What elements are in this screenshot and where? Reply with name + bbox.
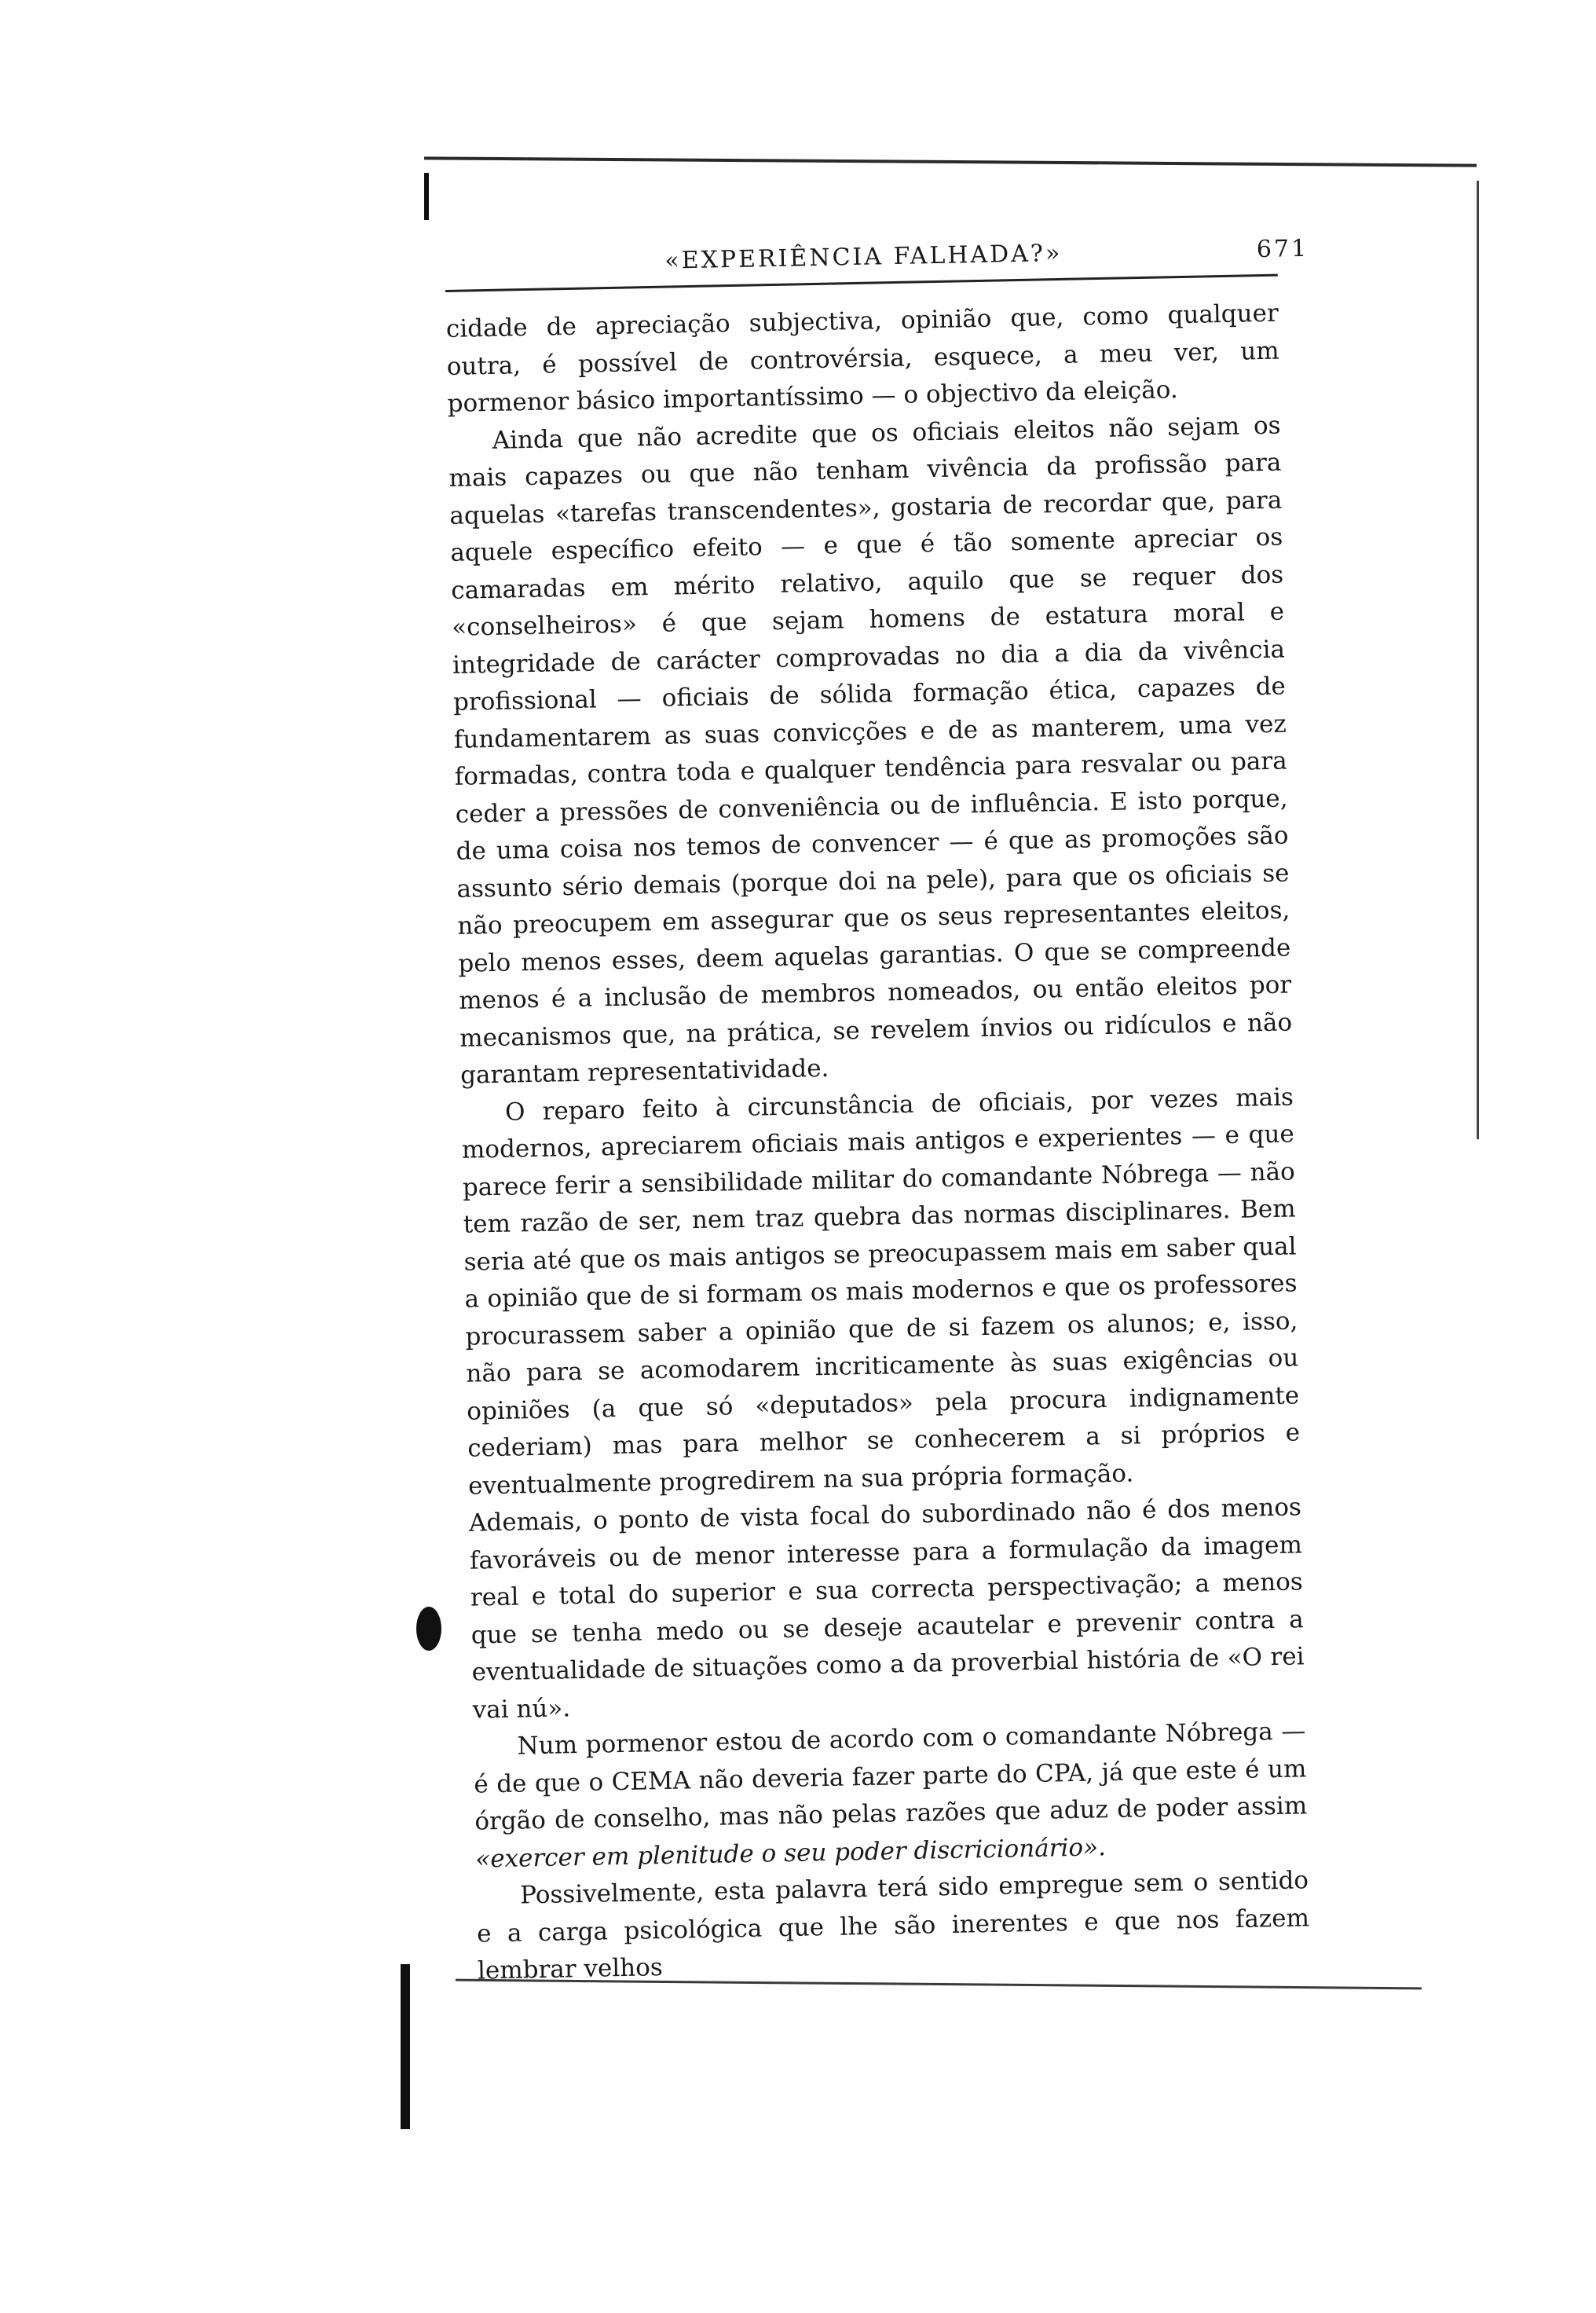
margin-mark [424,173,429,220]
header-rule [445,274,1278,292]
page-content [445,234,1365,1990]
paragraph: O reparo feito à circunstância de oficiais, por vezes mais modernos, apreciarem oficiais mais antigos e experientes — e que parece ferir a sensibilidade militar do comandante Nóbrega — não tem razão de ser, nem traz quebra das normas disciplinares. Bem seria até que os mais antigos se preocupassem mais em saber qual a opinião que de si formam os mais modernos e que os professores procurassem saber a opinião que de si fazem os alunos; e, isso, não para se acomodarem incriticamente às suas exigências ou opiniões (a que só «deputados» pela procura indignamente cederiam) mas para melhor se conhecerem a si próprios e eventualmente progredirem na sua própria formação. [461,1082,1301,1501]
top-edge-rule [424,150,1477,171]
margin-mark-bottom [401,1964,410,2129]
paragraph: Possivelmente, esta palavra terá sido empregue sem o sentido e a carga psicológica que lhe são inerentes e que nos fazem lembrar velhos [476,1866,1310,1985]
body-text [445,295,1310,1990]
paragraph: Ademais, o ponto de vista focal do subordinado não é dos menos favoráveis ou de menor interesse para a formulação da imagem real e total do superior e sua correcta perspectivação; a menos que se tenha medo ou se deseje acautelar e prevenir contra a eventualidade de situações como a da proverbial história de «O rei vai nú». [468,1493,1305,1725]
paragraph [473,1713,1308,1878]
italic-quote: «exercer em plenitude o seu poder discricionário». [474,1832,1107,1874]
running-head [445,234,1332,279]
paragraph-text: Num pormenor estou de acordo com o comandante Nóbrega — é de que o CEMA não deveria fazer parte do CPA, já que este é um órgão de conselho, mas não pelas razões que aduz de poder assim [474,1717,1308,1836]
ink-blot [416,1607,441,1651]
right-page-edge [1477,181,1479,1139]
paragraph: cidade de apreciação subjectiva, opinião que, como qualquer outra, é possível de controvérsia, esquece, a meu ver, um pormenor básico importantíssimo — o objectivo da eleição. [445,299,1279,418]
page-number: 671 [1256,234,1309,264]
chapter-title: «EXPERIÊNCIA FALHADA?» [664,239,1063,275]
paragraph: Ainda que não acredite que os oficiais eleitos não sejam os mais capazes ou que não tenham vivência da profissão para aquelas «tarefas transcendentes», gostaria de recordar que, para aquele específico efeito — e que é tão somente apreciar os camaradas em mérito relativo, aquilo que se requer dos «conselheiros» é que sejam homens de estatura moral e integridade de carácter comprovadas no dia a dia da vivência profissional — oficiais de sólida formação ética, capazes de fundamentarem as suas convicções e de as manterem, uma vez formadas, contra toda e qualquer tendência para resvalar ou para ceder a pressões de conveniência ou de influência. E isto porque, de uma coisa nos temos de convencer — é que as promoções são assunto sério demais (porque doi na pele), para que os oficiais se não preocupem em assegurar que os seus representantes eleitos, pelo menos esses, deem aquelas garantias. O que se compreende menos é a inclusão de membros nomeados, ou então eleitos por mecanismos que, na prática, se revelem ínvios ou ridículos e não garantam representatividade. [448,411,1293,1090]
